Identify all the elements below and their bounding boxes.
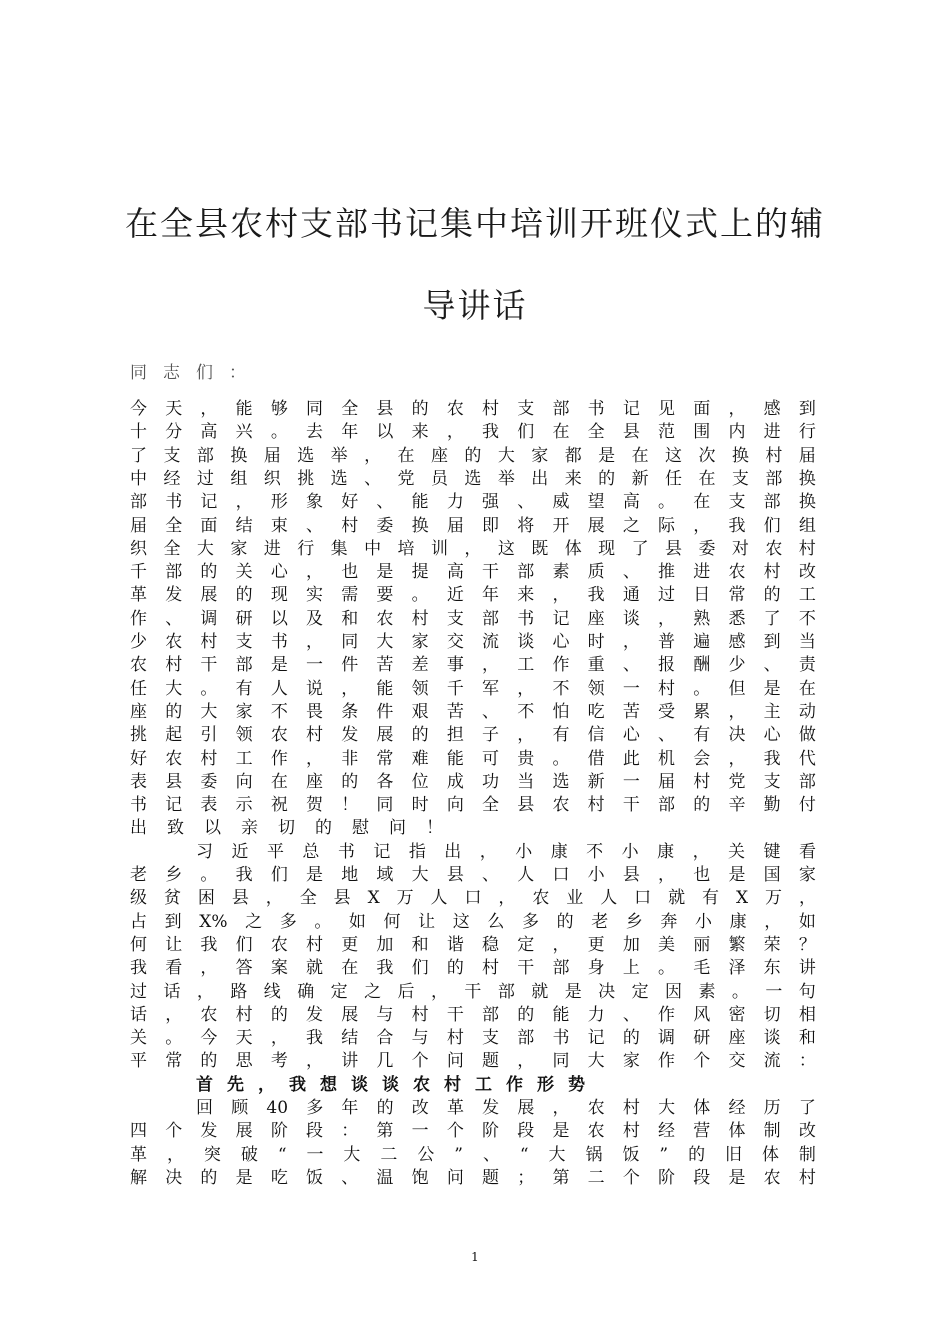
document-title-line-2: 导讲话 [422, 286, 528, 325]
text-line: 书 记 表 示 祝 贺 ！ 同 时 向 全 县 农 村 干 部 的 辛 勤 付 [130, 795, 816, 815]
greeting: 同 志 们 ： [130, 363, 246, 383]
text-line: 座 的 大 家 不 畏 条 件 艰 苦 、 不 怕 吃 苦 受 累 ， 主 动 [130, 702, 816, 722]
text-line: 级 贫 困 县 ， 全 县 X 万 人 口 ， 农 业 人 口 就 有 X 万 ， [130, 888, 816, 908]
text-line: 十 分 高 兴 。 去 年 以 来 ， 我 们 在 全 县 范 围 内 进 行 [130, 422, 816, 442]
text-line: 占 到 X% 之 多 。 如 何 让 这 么 多 的 老 乡 奔 小 康 ， 如 [130, 912, 816, 932]
text-line: 过 话 ， 路 线 确 定 之 后 ， 干 部 就 是 决 定 因 素 。 一 句 [130, 982, 816, 1002]
text-line: 平 常 的 思 考 ， 讲 几 个 问 题 ， 同 大 家 作 个 交 流 ： [130, 1051, 816, 1071]
text-line: 中 经 过 组 织 挑 选 、 党 员 选 举 出 来 的 新 任 在 支 部 换 [130, 469, 816, 489]
text-line: 我 看 ， 答 案 就 在 我 们 的 村 干 部 身 上 。 毛 泽 东 讲 [130, 958, 816, 978]
text-line: 了 支 部 换 届 选 举 ， 在 座 的 大 家 都 是 在 这 次 换 村 届 [130, 446, 816, 466]
text-line: 革 ， 突 破 “ 一 大 二 公 ” 、 “ 大 锅 饭 ” 的 旧 体 制 [130, 1145, 816, 1165]
text-line: 表 县 委 向 在 座 的 各 位 成 功 当 选 新 一 届 村 党 支 部 [130, 772, 816, 792]
text-line: 少 农 村 支 书 ， 同 大 家 交 流 谈 心 时 ， 普 遍 感 到 当 [130, 632, 816, 652]
text-line: 关 。 今 天 ， 我 结 合 与 村 支 部 书 记 的 调 研 座 谈 和 [130, 1028, 816, 1048]
text-line: 农 村 干 部 是 一 件 苦 差 事 ， 工 作 重 、 报 酬 少 、 责 [130, 655, 816, 675]
text-line: 解 决 的 是 吃 饭 、 温 饱 问 题 ； 第 二 个 阶 段 是 农 村 [130, 1168, 816, 1188]
text-line: 老 乡 。 我 们 是 地 域 大 县 、 人 口 小 县 ， 也 是 国 家 [130, 865, 816, 885]
page-number: 1 [471, 1250, 479, 1264]
text-line: 部 书 记 ， 形 象 好 、 能 力 强 、 威 望 高 。 在 支 部 换 [130, 492, 816, 512]
text-line: 回 顾 40 多 年 的 改 革 发 展 ， 农 村 大 体 经 历 了 [196, 1098, 816, 1118]
text-line: 届 全 面 结 束 、 村 委 换 届 即 将 开 展 之 际 ， 我 们 组 [130, 516, 816, 536]
section-heading: 首 先 ， 我 想 谈 谈 农 村 工 作 形 势 [196, 1075, 585, 1095]
document-title-line-1: 在全县农村支部书记集中培训开班仪式上的辅 [125, 204, 825, 243]
text-line: 织 全 大 家 进 行 集 中 培 训 ， 这 既 体 现 了 县 委 对 农 村 [130, 539, 816, 559]
text-line: 话 ， 农 村 的 发 展 与 村 干 部 的 能 力 、 作 风 密 切 相 [130, 1005, 816, 1025]
text-line: 何 让 我 们 农 村 更 加 和 谐 稳 定 ， 更 加 美 丽 繁 荣 ？ [130, 935, 816, 955]
text-line: 挑 起 引 领 农 村 发 展 的 担 子 ， 有 信 心 、 有 决 心 做 [130, 725, 816, 745]
text-line: 作 、 调 研 以 及 和 农 村 支 部 书 记 座 谈 ， 熟 悉 了 不 [130, 609, 816, 629]
text-line: 出 致 以 亲 切 的 慰 问 ！ [130, 818, 443, 838]
text-line: 革 发 展 的 现 实 需 要 。 近 年 来 ， 我 通 过 日 常 的 工 [130, 585, 816, 605]
text-line: 好 农 村 工 作 ， 非 常 难 能 可 贵 。 借 此 机 会 ， 我 代 [130, 749, 816, 769]
text-line: 任 大 。 有 人 说 ， 能 领 千 军 ， 不 领 一 村 。 但 是 在 [130, 679, 816, 699]
text-line: 习 近 平 总 书 记 指 出 ， 小 康 不 小 康 ， 关 键 看 [196, 842, 816, 862]
text-line: 今 天 ， 能 够 同 全 县 的 农 村 支 部 书 记 见 面 ， 感 到 [130, 399, 816, 419]
text-line: 千 部 的 关 心 ， 也 是 提 高 干 部 素 质 、 推 进 农 村 改 [130, 562, 816, 582]
text-line: 四 个 发 展 阶 段 ： 第 一 个 阶 段 是 农 村 经 营 体 制 改 [130, 1121, 816, 1141]
